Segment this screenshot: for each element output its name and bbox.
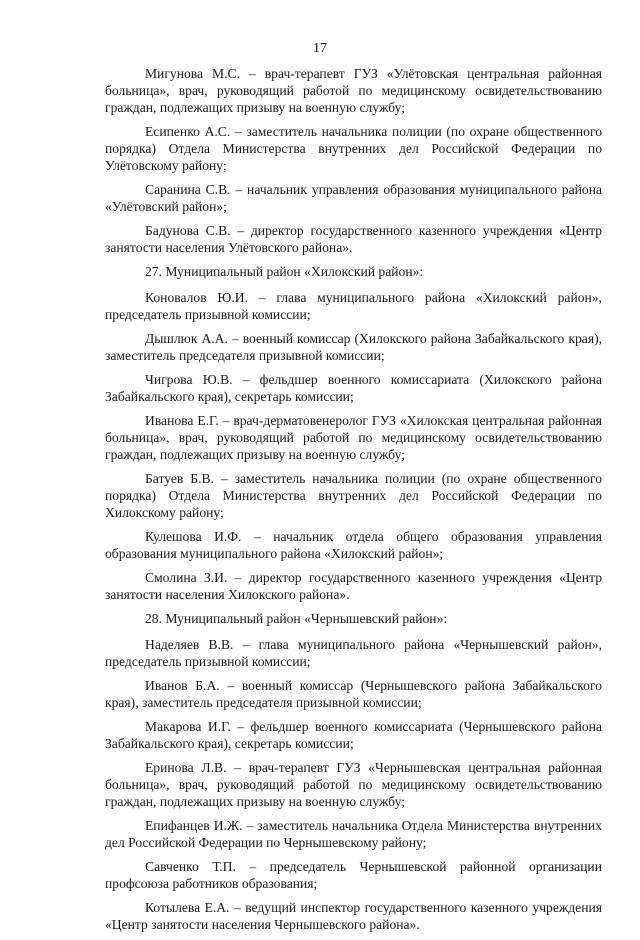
commission-member: Батуев Б.В. – заместитель начальника полиции (по охране общественного порядка) Отдела Министерства внутренних дел Российской Федерации по Хилокскому району; [105, 471, 602, 520]
commission-member: Котылева Е.А. – ведущий инспектор государственного казенного учреждения «Центр занятости населения Чернышевского района». [105, 900, 602, 932]
commission-member: Макарова И.Г. – фельдшер военного комиссариата (Чернышевского района Забайкальского края), секретарь комиссии; [105, 719, 602, 751]
commission-member: Еринова Л.В. – врач-терапевт ГУЗ «Чернышевская центральная районная больница», врач, руководящий работой по медицинскому освидетельствованию граждан, подлежащих призыву на военную службу; [105, 760, 602, 809]
commission-member: Савченко Т.П. – председатель Чернышевской районной организации профсоюза работников образования; [105, 859, 602, 891]
commission-member: Иванова Е.Г. – врач-дерматовенеролог ГУЗ «Хилокская центральная районная больница», врач, руководящий работой по медицинскому освидетельствованию граждан, подлежащих призыву на военную службу; [105, 413, 602, 462]
section-chernyshevsky [105, 610, 602, 933]
commission-member: Саранина С.В. – начальник управления образования муниципального района «Улётовский район»; [105, 182, 602, 214]
commission-member: Мигунова М.С. – врач-терапевт ГУЗ «Улётовская центральная районная больница», врач, руководящий работой по медицинскому освидетельствованию граждан, подлежащих призыву на военную службу; [105, 66, 602, 115]
commission-member: Епифанцев И.Ж. – заместитель начальника Отдела Министерства внутренних дел Российской Федерации по Чернышевскому району; [105, 818, 602, 850]
commission-member: Наделяев В.В. – глава муниципального района «Чернышевский район», председатель призывной комиссии; [105, 637, 602, 669]
section-heading: 28. Муниципальный район «Чернышевский район»: [145, 611, 448, 626]
commission-member: Иванов Б.А. – военный комиссар (Чернышевского района Забайкальского края), заместитель председателя призывной комиссии; [105, 678, 602, 710]
section-heading: 27. Муниципальный район «Хилокский район»: [145, 264, 424, 279]
commission-member: Чигрова Ю.В. – фельдшер военного комиссариата (Хилокского района Забайкальского края), секретарь комиссии; [105, 372, 602, 404]
page-number: 17 [313, 41, 327, 56]
section-khiloksky [105, 263, 602, 603]
document-body [105, 65, 602, 940]
section-ulyotovsky-continued [105, 65, 602, 256]
commission-member: Коновалов Ю.И. – глава муниципального района «Хилокский район», председатель призывной комиссии; [105, 290, 602, 322]
commission-member: Смолина З.И. – директор государственного казенного учреждения «Центр занятости населения Хилокского района». [105, 570, 602, 602]
commission-member: Есипенко А.С. – заместитель начальника полиции (по охране общественного порядка) Отдела Министерства внутренних дел Российской Федерации по Улётовскому району; [105, 124, 602, 173]
commission-member: Кулешова И.Ф. – начальник отдела общего образования управления образования муниципального района «Хилокский район»; [105, 529, 602, 561]
commission-member: Бадунова С.В. – директор государственного казенного учреждения «Центр занятости населения Улётовского района». [105, 223, 602, 255]
commission-member: Дышлюк А.А. – военный комиссар (Хилокского района Забайкальского края), заместитель председателя призывной комиссии; [105, 331, 602, 363]
